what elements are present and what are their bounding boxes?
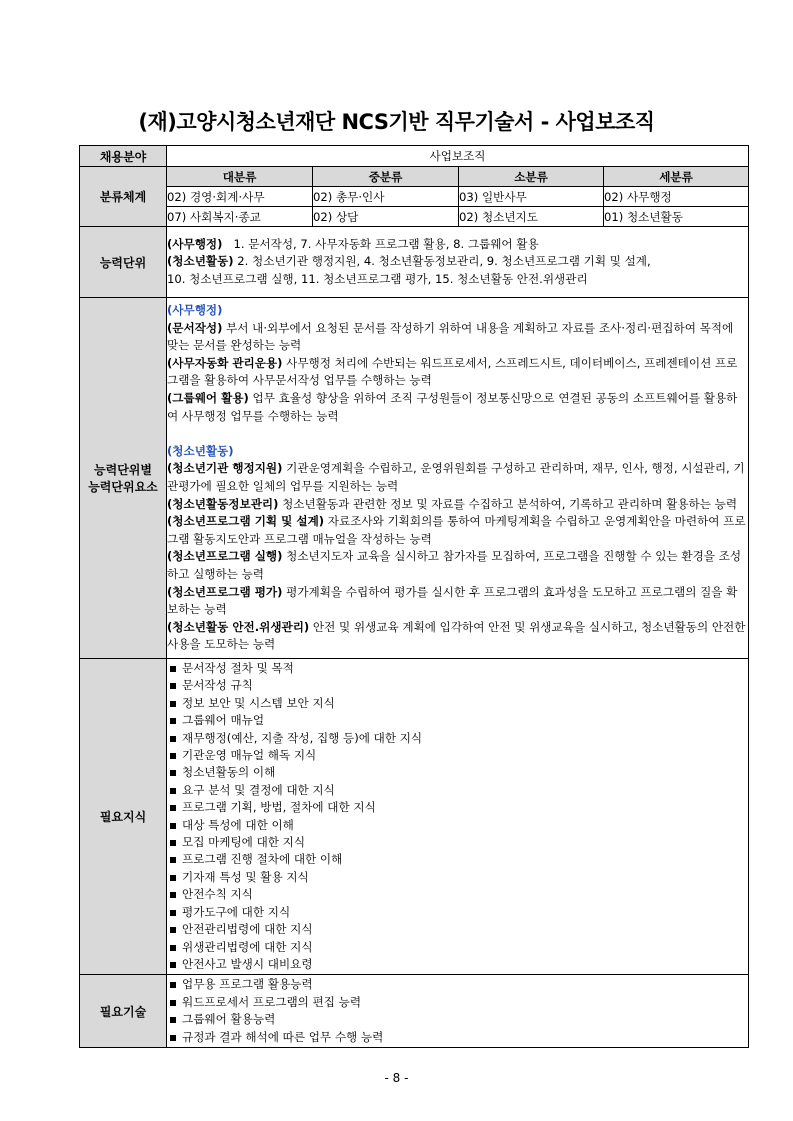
list-item: 문서작성 절차 및 목적 <box>167 660 748 677</box>
list-item: 대상 특성에 대한 이해 <box>167 817 748 834</box>
elements-label-line: 능력단위요소 <box>88 480 158 494</box>
list-item: 평가도구에 대한 지식 <box>167 904 748 921</box>
element-text: 사무행정 처리에 수반되는 워드프로세서, 스프레드시트, 데이터베이스, 프레젠테이션 프로그램을 활용하여 사무문서작성 업무를 수행하는 능력 <box>167 355 738 388</box>
element-item <box>167 619 748 654</box>
list-item: 모집 마케팅에 대한 지식 <box>167 834 748 851</box>
element-tag: (청소년활동 안전.위생관리) <box>167 619 310 634</box>
units-tag: (청소년활동) <box>167 254 234 269</box>
list-item: 요구 분석 및 결정에 대한 지식 <box>167 782 748 799</box>
class-cell: 02) 사무행정 <box>604 187 749 207</box>
element-item <box>167 355 748 390</box>
knowledge-row <box>80 659 749 975</box>
element-text: 자료조사와 기획회의를 통하여 마케팅계획을 수립하고 운영계획안을 마련하여 프로그램 활동지도안과 프로그램 매뉴얼을 작성하는 능력 <box>167 514 746 546</box>
class-cell: 02) 상담 <box>313 207 459 227</box>
class-cell: 03) 일반사무 <box>459 187 604 207</box>
classification-row <box>80 187 749 207</box>
list-item: 정보 보안 및 시스템 보안 지식 <box>167 695 748 712</box>
classification-label: 분류체계 <box>80 167 167 227</box>
list-item: 규정과 결과 해석에 따른 업무 수행 능력 <box>167 1029 748 1046</box>
job-description-table <box>79 145 749 1048</box>
element-text: 평가계획을 수립하여 평가를 실시한 후 프로그램의 효과성을 도모하고 프로그램의 질을 확보하는 능력 <box>167 584 738 617</box>
element-tag: (문서작성) <box>167 320 223 335</box>
page-number: - 8 - <box>384 1071 409 1085</box>
recruit-row <box>80 146 749 167</box>
class-cell: 07) 사회복지·종교 <box>167 207 313 227</box>
element-text: 청소년활동과 관련한 정보 및 자료를 수집하고 분석하여, 기록하고 관리하며 활용하는 능력 <box>278 496 738 511</box>
group-title-youth: (청소년활동) <box>167 443 234 458</box>
element-item <box>167 513 748 548</box>
classification-row <box>80 207 749 227</box>
elements-row <box>80 298 749 659</box>
element-tag: (청소년프로그램 평가) <box>167 584 283 599</box>
list-item: 안전수칙 지식 <box>167 886 748 903</box>
list-item: 기관운영 매뉴얼 해독 지식 <box>167 747 748 764</box>
element-tag: (그룹웨어 활용) <box>167 391 249 406</box>
units-text: 2. 청소년기관 행정지원, 4. 청소년활동정보관리, 9. 청소년프로그램 기획 및 설계, <box>233 254 651 269</box>
skills-list <box>167 976 748 1046</box>
spacer <box>167 425 748 443</box>
list-item: 워드프로세서 프로그램의 편집 능력 <box>167 994 748 1011</box>
element-text: 업무 효율성 향상을 위하여 조직 구성원들이 정보통신망으로 연결된 공동의 소프트웨어를 활용하여 사무행정 업무를 수행하는 능력 <box>167 391 738 423</box>
list-item: 그룹웨어 활용능력 <box>167 1011 748 1028</box>
class-cell: 01) 청소년활동 <box>604 207 749 227</box>
recruit-label: 채용분야 <box>80 146 167 167</box>
list-item: 프로그램 진행 절차에 대한 이해 <box>167 851 748 868</box>
element-text: 안전 및 위생교육 계획에 입각하여 안전 및 위생교육을 실시하고, 청소년활동의 안전한 사용을 도모하는 능력 <box>167 619 746 652</box>
class-header-middle: 중분류 <box>313 167 459 187</box>
units-line: 10. 청소년프로그램 실행, 11. 청소년프로그램 평가, 15. 청소년활동 안전.위생관리 <box>167 271 588 286</box>
class-header-major: 대분류 <box>167 167 313 187</box>
classification-header-row <box>80 167 749 187</box>
list-item: 위생관리법령에 대한 지식 <box>167 939 748 956</box>
element-tag: (청소년프로그램 기획 및 설계) <box>167 514 325 529</box>
element-item <box>167 460 748 495</box>
units-label: 능력단위 <box>80 227 167 298</box>
class-header-detail: 세분류 <box>604 167 749 187</box>
knowledge-content <box>167 659 749 975</box>
list-item: 업무용 프로그램 활용능력 <box>167 976 748 993</box>
element-tag: (청소년기관 행정지원) <box>167 461 283 476</box>
element-text: 기관운영계획을 수립하고, 운영위원회를 구성하고 관리하며, 재무, 인사, 행정, 시설관리, 기관평가에 필요한 일체의 업무를 지원하는 능력 <box>167 461 745 493</box>
elements-label-line: 능력단위별 <box>94 463 152 477</box>
units-tag: (사무행정) <box>167 236 223 251</box>
list-item: 청소년활동의 이해 <box>167 764 748 781</box>
page-title: (재)고양시청소년재단 NCS기반 직무기술서 - 사업보조직 <box>138 110 655 134</box>
list-item: 문서작성 규칙 <box>167 677 748 694</box>
element-item <box>167 584 748 619</box>
element-tag: (사무자동화 관리운용) <box>167 355 283 370</box>
elements-label <box>80 298 167 659</box>
units-row <box>80 227 749 298</box>
element-item <box>167 320 748 355</box>
element-tag: (청소년활동정보관리) <box>167 496 279 511</box>
element-text: 청소년지도자 교육을 실시하고 참가자를 모집하여, 프로그램을 진행할 수 있는 환경을 조성하고 실행하는 능력 <box>167 549 742 581</box>
list-item: 그룹웨어 매뉴얼 <box>167 712 748 729</box>
element-item <box>167 548 748 583</box>
units-line <box>167 253 748 271</box>
list-item: 안전사고 발생시 대비요령 <box>167 956 748 973</box>
skills-row <box>80 975 749 1048</box>
list-item: 기자재 특성 및 활용 지식 <box>167 869 748 886</box>
knowledge-list <box>167 660 748 973</box>
units-line <box>167 236 748 254</box>
element-text: 부서 내·외부에서 요청된 문서를 작성하기 위하여 내용을 계획하고 자료를 조사·정리·편집하여 목적에 맞는 문서를 완성하는 능력 <box>167 320 734 353</box>
list-item: 안전관리법령에 대한 지식 <box>167 921 748 938</box>
elements-content <box>167 298 749 659</box>
skills-content <box>167 975 749 1048</box>
element-item <box>167 390 748 425</box>
units-text: 1. 문서작성, 7. 사무자동화 프로그램 활용, 8. 그룹웨어 활용 <box>233 236 539 251</box>
units-content <box>167 227 749 298</box>
class-cell: 02) 총무·인사 <box>313 187 459 207</box>
element-item <box>167 496 748 514</box>
list-item: 재무행정(예산, 지출 작성, 집행 등)에 대한 지식 <box>167 730 748 747</box>
list-item: 프로그램 기획, 방법, 절차에 대한 지식 <box>167 799 748 816</box>
class-cell: 02) 청소년지도 <box>459 207 604 227</box>
recruit-value: 사업보조직 <box>167 146 749 167</box>
skills-label: 필요기술 <box>80 975 167 1048</box>
element-tag: (청소년프로그램 실행) <box>167 549 283 564</box>
class-header-minor: 소분류 <box>459 167 604 187</box>
group-title-admin: (사무행정) <box>167 303 223 318</box>
class-cell: 02) 경영·회계·사무 <box>167 187 313 207</box>
knowledge-label: 필요지식 <box>80 659 167 975</box>
